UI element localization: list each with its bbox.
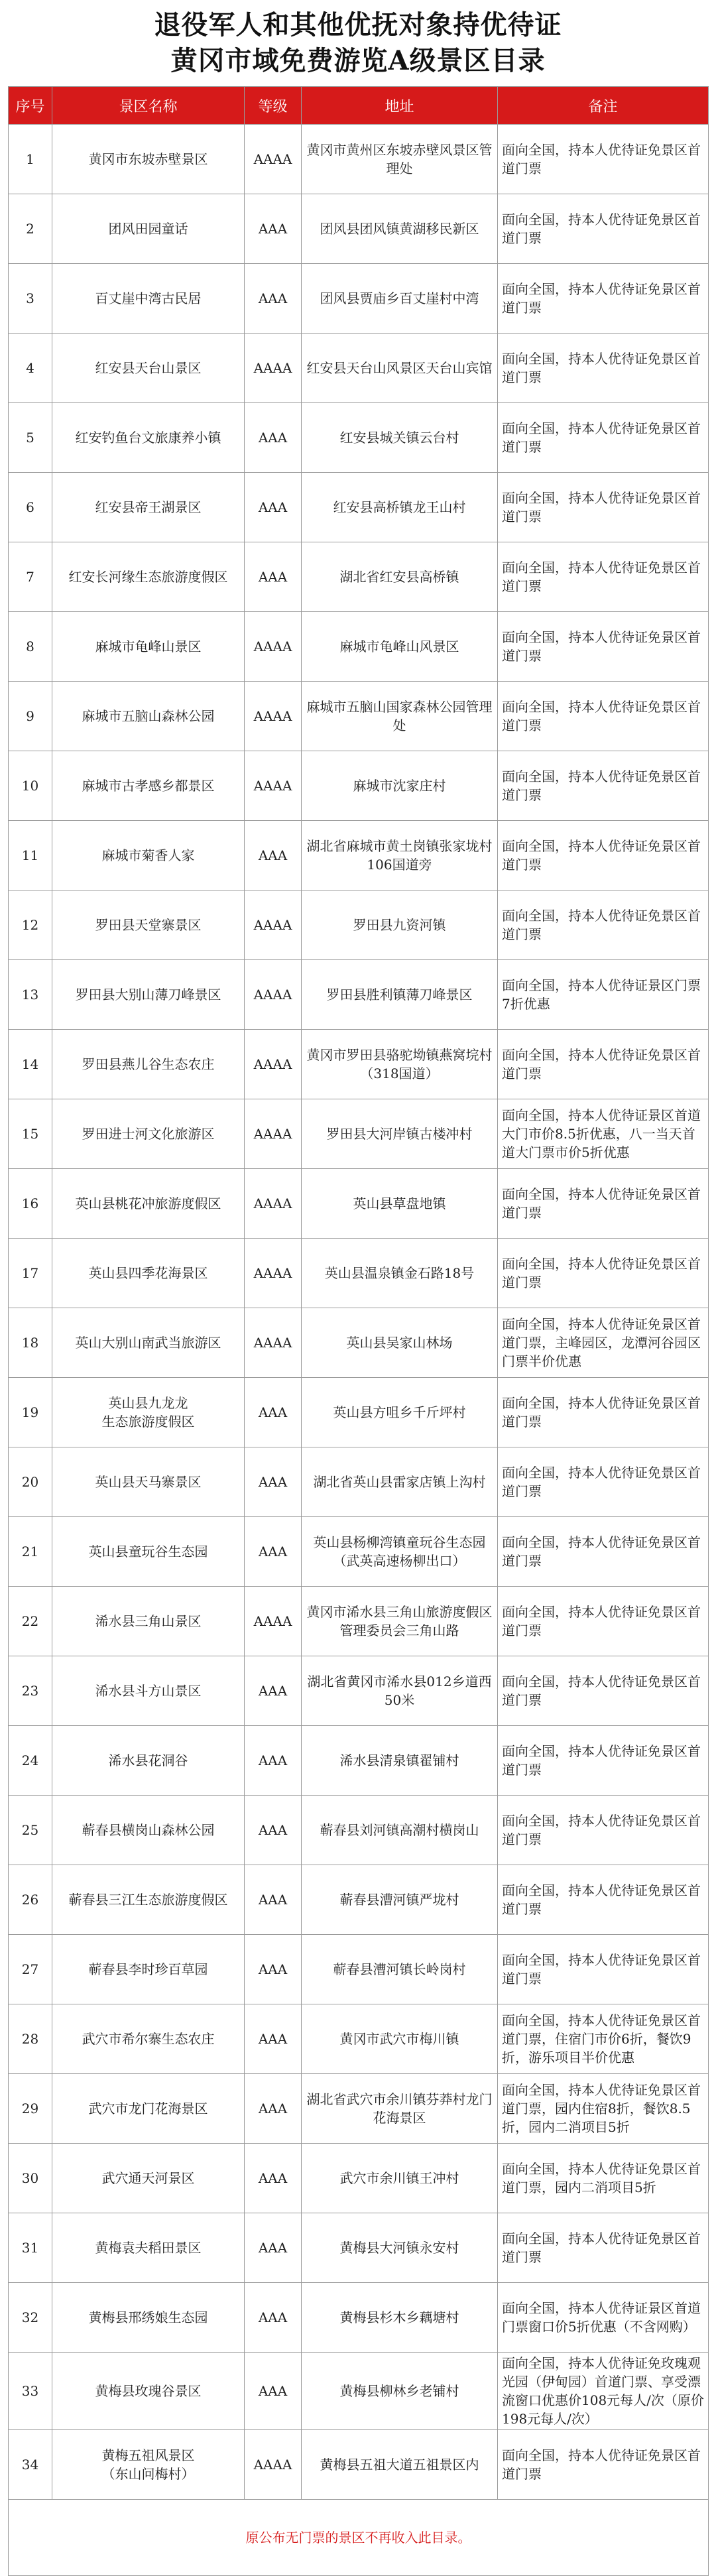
cell-address: 湖北省武穴市余川镇芬莽村龙门花海景区: [302, 2074, 498, 2144]
cell-no: 7: [9, 542, 52, 612]
cell-address: 蕲春县漕河镇长岭岗村: [302, 1935, 498, 2004]
header-no: 序号: [9, 87, 52, 125]
cell-address: 湖北省黄冈市浠水县012乡道西50米: [302, 1656, 498, 1726]
cell-name: 蕲春县横岗山森林公园: [52, 1796, 245, 1865]
cell-name: 英山大别山南武当旅游区: [52, 1308, 245, 1378]
cell-name: 罗田进士河文化旅游区: [52, 1099, 245, 1169]
table-row: [9, 1796, 709, 1865]
cell-address: 罗田县胜利镇薄刀峰景区: [302, 960, 498, 1030]
table-row: [9, 1378, 709, 1447]
cell-no: 25: [9, 1796, 52, 1865]
cell-name: 黄梅五祖风景区 （东山问梅村）: [52, 2430, 245, 2500]
cell-note: 面向全国，持本人优待证免景区首道门票: [498, 612, 709, 682]
cell-address: 黄梅县杉木乡藕塘村: [302, 2283, 498, 2353]
cell-name: 黄梅袁夫稻田景区: [52, 2213, 245, 2283]
table-row: [9, 1656, 709, 1726]
cell-note: 面向全国，持本人优待证免景区首道门票: [498, 125, 709, 194]
table-row: [9, 2004, 709, 2074]
cell-note: 面向全国，持本人优待证景区首道大门市价8.5折优惠，八一当天首道大门票市价5折优惠: [498, 1099, 709, 1169]
cell-address: 英山县温泉镇金石路18号: [302, 1239, 498, 1308]
table-row: [9, 403, 709, 473]
cell-name: 罗田县燕儿谷生态农庄: [52, 1030, 245, 1099]
header-level: 等级: [245, 87, 302, 125]
cell-level: AAA: [245, 403, 302, 473]
cell-no: 18: [9, 1308, 52, 1378]
table-row: [9, 1935, 709, 2004]
cell-name: 麻城市古孝感乡都景区: [52, 751, 245, 821]
cell-name: 武穴市龙门花海景区: [52, 2074, 245, 2144]
header-address: 地址: [302, 87, 498, 125]
cell-no: 34: [9, 2430, 52, 2500]
cell-no: 9: [9, 682, 52, 751]
cell-no: 31: [9, 2213, 52, 2283]
cell-name: 红安县天台山景区: [52, 334, 245, 403]
cell-note: 面向全国，持本人优待证景区门票7折优惠: [498, 960, 709, 1030]
cell-name: 黄梅县邢绣娘生态园: [52, 2283, 245, 2353]
cell-no: 6: [9, 473, 52, 542]
table-row: [9, 682, 709, 751]
table-row: [9, 2430, 709, 2500]
cell-name: 百丈崖中湾古民居: [52, 264, 245, 334]
cell-name: 罗田县天堂寨景区: [52, 890, 245, 960]
cell-note: 面向全国，持本人优待证免景区首道门票: [498, 334, 709, 403]
cell-address: 湖北省麻城市黄土岗镇张家垅村106国道旁: [302, 821, 498, 890]
cell-address: 黄梅县五祖大道五祖景区内: [302, 2430, 498, 2500]
cell-note: 面向全国，持本人优待证免景区首道门票: [498, 1935, 709, 2004]
cell-name: 武穴通天河景区: [52, 2144, 245, 2213]
cell-address: 红安县城关镇云台村: [302, 403, 498, 473]
cell-note: 面向全国，持本人优待证景区首道门票窗口价5折优惠（不含网购）: [498, 2283, 709, 2353]
table-row: [9, 1517, 709, 1587]
table-row: [9, 960, 709, 1030]
cell-note: 面向全国，持本人优待证免景区首道门票，主峰园区，龙潭河谷园区门票半价优惠: [498, 1308, 709, 1378]
cell-note: 面向全国，持本人优待证免景区首道门票: [498, 1030, 709, 1099]
cell-no: 28: [9, 2004, 52, 2074]
cell-name: 红安县帝王湖景区: [52, 473, 245, 542]
table-row: [9, 2144, 709, 2213]
cell-level: AAA: [245, 1796, 302, 1865]
cell-no: 15: [9, 1099, 52, 1169]
title-line-2: 黄冈市域免费游览A级景区目录: [170, 45, 546, 76]
table-row: [9, 264, 709, 334]
cell-note: 面向全国，持本人优待证免景区首道门票: [498, 821, 709, 890]
cell-address: 浠水县清泉镇翟铺村: [302, 1726, 498, 1796]
table-row: [9, 1239, 709, 1308]
cell-level: AAAA: [245, 612, 302, 682]
cell-no: 2: [9, 194, 52, 264]
cell-note: 面向全国，持本人优待证免景区首道门票: [498, 1517, 709, 1587]
table-row: [9, 890, 709, 960]
cell-name: 英山县桃花冲旅游度假区: [52, 1169, 245, 1239]
cell-level: AAA: [245, 2353, 302, 2430]
cell-address: 团风县贾庙乡百丈崖村中湾: [302, 264, 498, 334]
cell-no: 24: [9, 1726, 52, 1796]
cell-note: 面向全国，持本人优待证免景区首道门票: [498, 751, 709, 821]
table-row: [9, 334, 709, 403]
cell-name: 浠水县花洞谷: [52, 1726, 245, 1796]
cell-level: AAA: [245, 473, 302, 542]
cell-level: AAAA: [245, 1099, 302, 1169]
cell-level: AAAA: [245, 682, 302, 751]
cell-address: 湖北省英山县雷家店镇上沟村: [302, 1447, 498, 1517]
cell-no: 12: [9, 890, 52, 960]
table-row: [9, 2074, 709, 2144]
cell-note: 面向全国，持本人优待证免景区首道门票: [498, 2213, 709, 2283]
cell-name: 英山县天马寨景区: [52, 1447, 245, 1517]
table-row: [9, 2283, 709, 2353]
table-body: [9, 125, 709, 2500]
cell-no: 16: [9, 1169, 52, 1239]
cell-note: 面向全国，持本人优待证免景区首道门票，园内住宿8折，餐饮8.5折，园内二消项目5折: [498, 2074, 709, 2144]
cell-no: 27: [9, 1935, 52, 2004]
cell-level: AAAA: [245, 751, 302, 821]
table-row: [9, 2213, 709, 2283]
cell-level: AAAA: [245, 125, 302, 194]
cell-note: 面向全国，持本人优待证免景区首道门票: [498, 2430, 709, 2500]
table-row: [9, 821, 709, 890]
cell-note: 面向全国，持本人优待证免景区首道门票: [498, 264, 709, 334]
cell-address: 黄冈市黄州区东坡赤壁风景区管理处: [302, 125, 498, 194]
cell-no: 17: [9, 1239, 52, 1308]
table-row: [9, 473, 709, 542]
cell-level: AAAA: [245, 890, 302, 960]
scenic-spot-table: [8, 86, 709, 2576]
cell-note: 面向全国，持本人优待证免景区首道门票: [498, 1587, 709, 1656]
cell-name: 罗田县大别山薄刀峰景区: [52, 960, 245, 1030]
cell-level: AAA: [245, 1935, 302, 2004]
cell-no: 32: [9, 2283, 52, 2353]
cell-no: 4: [9, 334, 52, 403]
table-row: [9, 1099, 709, 1169]
cell-address: 麻城市五脑山国家森林公园管理处: [302, 682, 498, 751]
cell-name: 麻城市五脑山森林公园: [52, 682, 245, 751]
cell-no: 14: [9, 1030, 52, 1099]
cell-address: 黄梅县大河镇永安村: [302, 2213, 498, 2283]
cell-name: 浠水县三角山景区: [52, 1587, 245, 1656]
cell-address: 团风县团风镇黄湖移民新区: [302, 194, 498, 264]
cell-address: 黄冈市浠水县三角山旅游度假区管理委员会三角山路: [302, 1587, 498, 1656]
cell-no: 13: [9, 960, 52, 1030]
table-row: [9, 1169, 709, 1239]
table-row: [9, 125, 709, 194]
cell-level: AAAA: [245, 2430, 302, 2500]
table-row: [9, 1447, 709, 1517]
cell-address: 红安县高桥镇龙王山村: [302, 473, 498, 542]
cell-name: 红安钓鱼台文旅康养小镇: [52, 403, 245, 473]
cell-no: 3: [9, 264, 52, 334]
table-row: [9, 1587, 709, 1656]
cell-name: 英山县四季花海景区: [52, 1239, 245, 1308]
cell-name: 红安长河缘生态旅游度假区: [52, 542, 245, 612]
cell-address: 英山县吴家山林场: [302, 1308, 498, 1378]
cell-address: 麻城市龟峰山风景区: [302, 612, 498, 682]
cell-address: 英山县方咀乡千斤坪村: [302, 1378, 498, 1447]
cell-level: AAAA: [245, 1308, 302, 1378]
cell-address: 英山县草盘地镇: [302, 1169, 498, 1239]
cell-no: 33: [9, 2353, 52, 2430]
cell-no: 26: [9, 1865, 52, 1935]
footer-note: 原公布无门票的景区不再收入此目录。: [9, 2500, 709, 2576]
cell-address: 黄冈市武穴市梅川镇: [302, 2004, 498, 2074]
cell-note: 面向全国，持本人优待证免玫瑰观光园（伊甸园）首道门票、享受漂流窗口优惠价108元每人/次（原价198元每人/次）: [498, 2353, 709, 2430]
cell-level: AAAA: [245, 334, 302, 403]
cell-level: AAA: [245, 542, 302, 612]
cell-level: AAAA: [245, 1239, 302, 1308]
table-row: [9, 1726, 709, 1796]
cell-level: AAA: [245, 1656, 302, 1726]
cell-no: 21: [9, 1517, 52, 1587]
cell-level: AAA: [245, 194, 302, 264]
cell-name: 黄梅县玫瑰谷景区: [52, 2353, 245, 2430]
cell-note: 面向全国，持本人优待证免景区首道门票: [498, 473, 709, 542]
cell-no: 5: [9, 403, 52, 473]
cell-level: AAA: [245, 821, 302, 890]
cell-note: 面向全国，持本人优待证免景区首道门票: [498, 682, 709, 751]
cell-note: 面向全国，持本人优待证免景区首道门票，住宿门市价6折，餐饮9折，游乐项目半价优惠: [498, 2004, 709, 2074]
cell-name: 英山县九龙龙 生态旅游度假区: [52, 1378, 245, 1447]
cell-note: 面向全国，持本人优待证免景区首道门票: [498, 194, 709, 264]
table-row: [9, 751, 709, 821]
title-block: [8, 0, 708, 86]
cell-no: 23: [9, 1656, 52, 1726]
cell-note: 面向全国，持本人优待证免景区首道门票: [498, 542, 709, 612]
cell-address: 罗田县大河岸镇古楼冲村: [302, 1099, 498, 1169]
cell-name: 蕲春县李时珍百草园: [52, 1935, 245, 2004]
cell-note: 面向全国，持本人优待证免景区首道门票: [498, 1796, 709, 1865]
title-line-1: 退役军人和其他优抚对象持优待证: [154, 9, 562, 40]
cell-note: 面向全国，持本人优待证免景区首道门票: [498, 890, 709, 960]
cell-note: 面向全国，持本人优待证免景区首道门票: [498, 1726, 709, 1796]
cell-level: AAAA: [245, 960, 302, 1030]
cell-level: AAA: [245, 2074, 302, 2144]
cell-name: 武穴市希尔寨生态农庄: [52, 2004, 245, 2074]
cell-address: 黄冈市罗田县骆驼坳镇燕窝垸村（318国道）: [302, 1030, 498, 1099]
cell-name: 英山县童玩谷生态园: [52, 1517, 245, 1587]
cell-note: 面向全国，持本人优待证免景区首道门票: [498, 1865, 709, 1935]
table-row: [9, 612, 709, 682]
cell-level: AAA: [245, 2283, 302, 2353]
cell-no: 30: [9, 2144, 52, 2213]
cell-address: 蕲春县刘河镇高潮村横岗山: [302, 1796, 498, 1865]
cell-name: 麻城市龟峰山景区: [52, 612, 245, 682]
cell-no: 19: [9, 1378, 52, 1447]
header-note: 备注: [498, 87, 709, 125]
cell-level: AAA: [245, 264, 302, 334]
cell-address: 黄梅县柳林乡老铺村: [302, 2353, 498, 2430]
cell-level: AAA: [245, 1726, 302, 1796]
cell-level: AAA: [245, 2004, 302, 2074]
cell-address: 蕲春县漕河镇严垅村: [302, 1865, 498, 1935]
table-row: [9, 1030, 709, 1099]
cell-level: AAA: [245, 2144, 302, 2213]
cell-level: AAAA: [245, 1030, 302, 1099]
cell-address: 湖北省红安县高桥镇: [302, 542, 498, 612]
cell-note: 面向全国，持本人优待证免景区首道门票: [498, 1169, 709, 1239]
cell-level: AAA: [245, 1517, 302, 1587]
header-name: 景区名称: [52, 87, 245, 125]
cell-level: AAA: [245, 2213, 302, 2283]
cell-address: 武穴市余川镇王冲村: [302, 2144, 498, 2213]
cell-note: 面向全国，持本人优待证免景区首道门票，园内二消项目5折: [498, 2144, 709, 2213]
table-footer-row: [9, 2500, 709, 2576]
cell-name: 麻城市菊香人家: [52, 821, 245, 890]
table-header-row: [9, 87, 709, 125]
cell-no: 8: [9, 612, 52, 682]
cell-level: AAA: [245, 1865, 302, 1935]
cell-address: 麻城市沈家庄村: [302, 751, 498, 821]
cell-address: 罗田县九资河镇: [302, 890, 498, 960]
cell-level: AAA: [245, 1378, 302, 1447]
cell-level: AAA: [245, 1447, 302, 1517]
cell-level: AAAA: [245, 1169, 302, 1239]
cell-note: 面向全国，持本人优待证免景区首道门票: [498, 1447, 709, 1517]
cell-no: 29: [9, 2074, 52, 2144]
cell-note: 面向全国，持本人优待证免景区首道门票: [498, 403, 709, 473]
cell-address: 红安县天台山风景区天台山宾馆: [302, 334, 498, 403]
cell-address: 英山县杨柳湾镇童玩谷生态园（武英高速杨柳出口）: [302, 1517, 498, 1587]
cell-no: 10: [9, 751, 52, 821]
cell-name: 黄冈市东坡赤壁景区: [52, 125, 245, 194]
cell-level: AAAA: [245, 1587, 302, 1656]
cell-name: 团风田园童话: [52, 194, 245, 264]
table-row: [9, 542, 709, 612]
cell-note: 面向全国，持本人优待证免景区首道门票: [498, 1239, 709, 1308]
cell-name: 蕲春县三江生态旅游度假区: [52, 1865, 245, 1935]
table-row: [9, 194, 709, 264]
cell-note: 面向全国，持本人优待证免景区首道门票: [498, 1656, 709, 1726]
table-row: [9, 2353, 709, 2430]
cell-no: 20: [9, 1447, 52, 1517]
cell-no: 1: [9, 125, 52, 194]
cell-no: 22: [9, 1587, 52, 1656]
cell-name: 浠水县斗方山景区: [52, 1656, 245, 1726]
table-row: [9, 1308, 709, 1378]
cell-note: 面向全国，持本人优待证免景区首道门票: [498, 1378, 709, 1447]
table-row: [9, 1865, 709, 1935]
cell-no: 11: [9, 821, 52, 890]
